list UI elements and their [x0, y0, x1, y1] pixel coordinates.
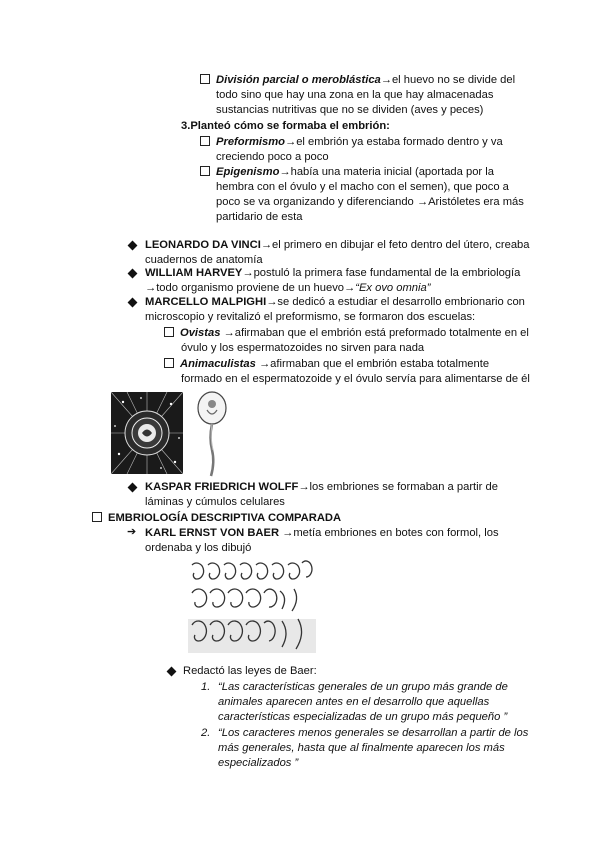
checkbox-icon[interactable]: [200, 74, 210, 84]
wolff-line1: KASPAR FRIEDRICH WOLFF→los embriones se formaban a partir de: [145, 481, 498, 493]
harvey-line2: →todo organismo proviene de un huevo→“Ex ovo omnia”: [145, 282, 431, 294]
law-number: 2.: [201, 727, 211, 739]
animaculistas-line1: Animaculistas →afirmaban que el embrión estaba totalmente: [164, 357, 489, 372]
davinci-line2: cuadernos de anatomía: [145, 254, 263, 266]
item-epigenismo: Epigenismo→había una materia inicial (aportada por la: [200, 165, 494, 180]
checkbox-icon[interactable]: [164, 327, 174, 337]
malpighi-line1: MARCELLO MALPIGHI→se dedicó a estudiar el desarrollo embrionario con: [145, 296, 525, 308]
baer-embryo-comparison-image: [188, 557, 316, 653]
diamond-bullet-icon: [128, 269, 138, 279]
animaculistas-line2: formado en el espermatozoide y el óvulo servía para alimentarse de él: [181, 373, 530, 385]
law-1-line2: animales aparecen antes en el desarrollo que aquellas: [218, 696, 490, 708]
malpighi-line2: microscopio y revitalizó el preformismo, se formaron dos escuelas:: [145, 311, 476, 323]
item-preformismo: Preformismo→el embrión ya estaba formado dentro y va: [200, 135, 503, 150]
checkbox-icon[interactable]: [92, 512, 102, 522]
law-2-line2: más generales, hasta que al finalmente aparecen los más: [218, 742, 505, 754]
diamond-bullet-icon: [167, 667, 177, 677]
item-division: División parcial o meroblástica→el huevo no se divide del: [200, 73, 515, 88]
baer-laws-intro: Redactó las leyes de Baer:: [183, 665, 317, 677]
law-2-line3: especializados ”: [218, 757, 299, 769]
checkbox-icon[interactable]: [164, 358, 174, 368]
preformism-engraving-image: [111, 392, 183, 474]
ovistas-line2: óvulo y los espermatozoides no sirven para nada: [181, 342, 425, 354]
checkbox-icon[interactable]: [200, 136, 210, 146]
checkbox-icon[interactable]: [200, 166, 210, 176]
baer-line1: KARL ERNST VON BAER →metía embriones en botes con formol, los: [145, 527, 499, 539]
item-epigenismo-line4: partidario de esta: [216, 211, 303, 223]
item-preformismo-line2: creciendo poco a poco: [216, 151, 329, 163]
heading-3: 3.Planteó cómo se formaba el embrión:: [181, 120, 390, 132]
item-epigenismo-line3: poco se va organizando y diferenciando →Aristóletes era más: [216, 196, 524, 208]
diamond-bullet-icon: [128, 241, 138, 251]
section-heading-embriologia: EMBRIOLOGÍA DESCRIPTIVA COMPARADA: [92, 511, 341, 526]
homunculus-sperm-image: [195, 390, 229, 478]
diamond-bullet-icon: [128, 483, 138, 493]
law-1-line1: “Las características generales de un grupo más grande de: [218, 681, 508, 693]
law-2-line1: “Los caracteres menos generales se desarrollan a partir de los: [218, 727, 529, 739]
diamond-bullet-icon: [128, 298, 138, 308]
item-division-line3: sustancias nutritivas que no se dividen (aves y peces): [216, 104, 484, 116]
wolff-line2: láminas y cúmulos celulares: [145, 496, 285, 508]
baer-line2: ordenaba y los dibujó: [145, 542, 252, 554]
right-arrow-icon: ➔: [127, 526, 137, 538]
law-1-line3: características especializadas de un grupo más pequeño ”: [218, 711, 508, 723]
item-epigenismo-line2: hembra con el óvulo y el macho con el semen), que poco a: [216, 181, 509, 193]
law-number: 1.: [201, 681, 211, 693]
davinci-line1: LEONARDO DA VINCI→el primero en dibujar el feto dentro del útero, creaba: [145, 239, 530, 251]
item-division-line2: todo sino que hay una zona en la que hay almacenadas: [216, 89, 494, 101]
ovistas-line1: Ovistas →afirmaban que el embrión está preformado totalmente en el: [164, 326, 529, 341]
harvey-line1: WILLIAM HARVEY→postuló la primera fase fundamental de la embriología: [145, 267, 521, 279]
